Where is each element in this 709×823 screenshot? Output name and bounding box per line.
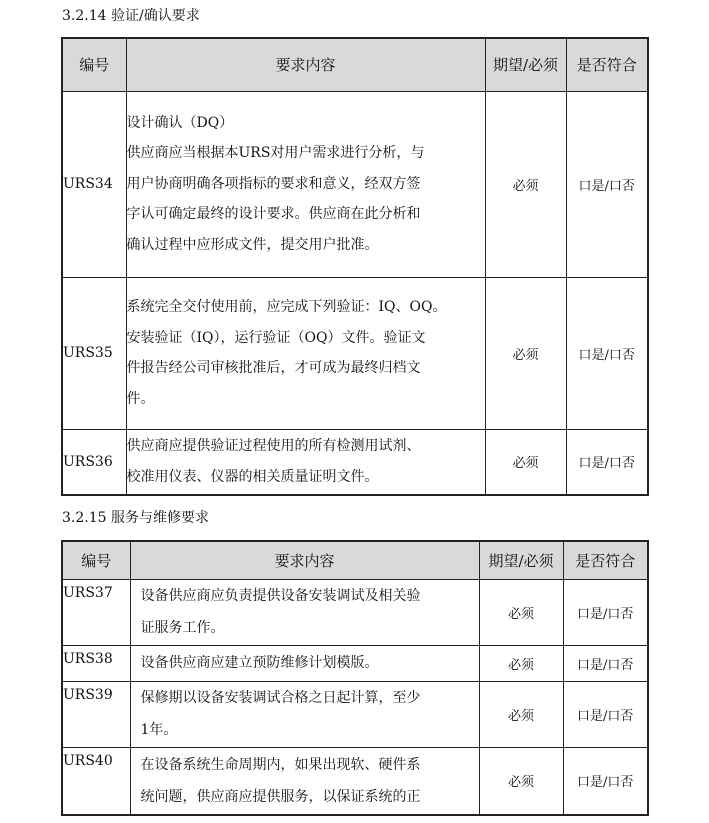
header-no: 编号	[62, 38, 126, 91]
table-header-row	[62, 38, 648, 91]
row-need: 必须	[479, 579, 563, 645]
content-line: 件报告经公司审核批准后，才可成为最终归档文	[126, 360, 421, 376]
row-id: URS37	[62, 579, 130, 645]
row-content	[126, 91, 485, 277]
table-row	[62, 429, 648, 495]
table-row	[62, 91, 648, 277]
content-line: 供应商应提供验证过程使用的所有检测用试剂、	[126, 438, 421, 455]
content-line: 件。	[126, 390, 155, 407]
row-need: 必须	[479, 747, 563, 815]
row-id: URS40	[62, 747, 130, 815]
row-content	[130, 747, 479, 815]
table-row	[62, 277, 648, 429]
row-id: URS34	[62, 91, 126, 277]
header-comply: 是否符合	[563, 541, 648, 579]
row-need: 必须	[485, 91, 566, 277]
header-content: 要求内容	[130, 541, 479, 579]
table-row	[62, 645, 648, 681]
row-need: 必须	[485, 277, 566, 429]
row-comply-checkbox[interactable]: 口是/口否	[563, 747, 648, 815]
row-content	[130, 579, 479, 645]
row-id: URS39	[62, 681, 130, 747]
row-comply-checkbox[interactable]: 口是/口否	[566, 277, 648, 429]
content-line: 用户协商明确各项指标的要求和意义，经双方签	[126, 175, 421, 192]
row-need: 必须	[479, 681, 563, 747]
content-line: 确认过程中应形成文件，提交用户批准。	[126, 236, 379, 253]
row-content	[126, 277, 485, 429]
row-content	[130, 681, 479, 747]
content-line: 设备供应商应负责提供设备安装调试及相关验	[140, 588, 421, 604]
content-line: 保修期以设备安装调试合格之日起计算，至少	[140, 690, 421, 706]
row-comply-checkbox[interactable]: 口是/口否	[563, 579, 648, 645]
row-need: 必须	[479, 645, 563, 681]
row-comply-checkbox[interactable]: 口是/口否	[566, 91, 648, 277]
header-comply: 是否符合	[566, 38, 648, 91]
header-content: 要求内容	[126, 38, 485, 91]
header-no: 编号	[62, 541, 130, 579]
content-line: 安装验证（IQ），运行验证（OQ）文件。验证文	[126, 329, 426, 346]
row-id: URS35	[62, 277, 126, 429]
row-id: URS38	[62, 645, 130, 681]
section-heading-verification: 3.2.14 验证/确认要求	[62, 8, 200, 24]
content-line: 校准用仪表、仪器的相关质量证明文件。	[126, 468, 379, 485]
verification-requirements-table	[61, 37, 649, 496]
row-comply-checkbox[interactable]: 口是/口否	[566, 429, 648, 495]
content-line: 在设备系统生命周期内，如果出现软、硬件系	[140, 756, 421, 773]
row-comply-checkbox[interactable]: 口是/口否	[563, 681, 648, 747]
header-need: 期望/必须	[479, 541, 563, 579]
content-line: 证服务工作。	[140, 620, 225, 636]
content-line: 系统完全交付使用前，应完成下列验证：IQ、OQ。	[126, 299, 447, 315]
header-need: 期望/必须	[485, 38, 566, 91]
row-comply-checkbox[interactable]: 口是/口否	[563, 645, 648, 681]
table-row	[62, 681, 648, 747]
table-header-row	[62, 541, 648, 579]
service-requirements-table	[61, 540, 649, 816]
section-heading-service: 3.2.15 服务与维修要求	[62, 510, 209, 526]
content-line: 字认可确定最终的设计要求。供应商在此分析和	[126, 206, 421, 223]
content-line: 1年。	[140, 722, 178, 738]
row-need: 必须	[485, 429, 566, 495]
content-line: 统问题，供应商应提供服务，以保证系统的正	[140, 788, 421, 805]
row-content	[130, 645, 479, 681]
table-row	[62, 579, 648, 645]
row-content	[126, 429, 485, 495]
content-line: 设备供应商应建立预防维修计划模版。	[140, 655, 379, 671]
row-id: URS36	[62, 429, 126, 495]
content-line: 供应商应当根据本URS对用户需求进行分析，与	[126, 145, 425, 162]
content-line: 设计确认（DQ）	[126, 114, 234, 131]
table-row	[62, 747, 648, 815]
